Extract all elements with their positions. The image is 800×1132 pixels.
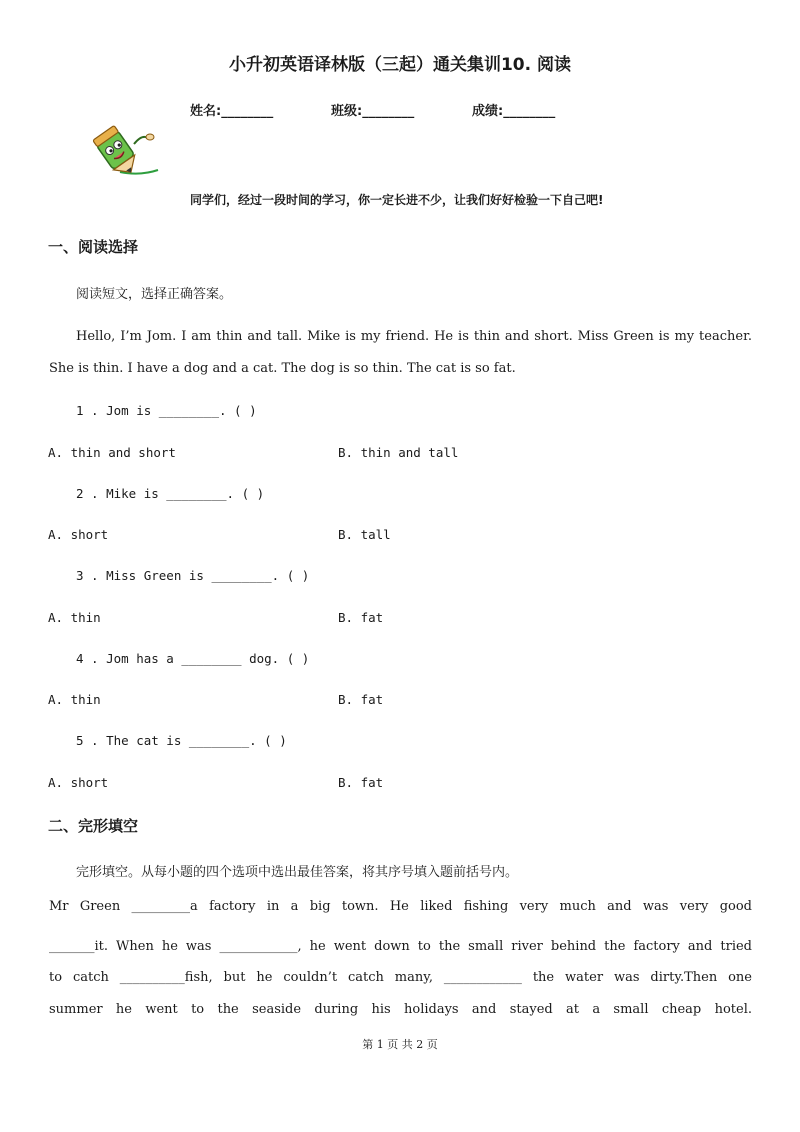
- question-1: 1 . Jom is ________. ( ): [76, 403, 257, 418]
- question-2-option-a[interactable]: A. short: [48, 527, 109, 542]
- question-2: 2 . Mike is ________. ( ): [76, 486, 265, 501]
- cloze-line-1: Mr Green _________a factory in a big town. He liked fishing very much and was very good: [49, 899, 752, 914]
- class-field-label: 班级:________: [331, 104, 415, 119]
- section-heading-cloze: 二、完形填空: [48, 817, 139, 835]
- question-1-option-a[interactable]: A. thin and short: [48, 445, 176, 460]
- section-heading-reading: 一、阅读选择: [48, 238, 139, 256]
- question-1-option-b[interactable]: B. thin and tall: [338, 445, 459, 460]
- question-4-option-a[interactable]: A. thin: [48, 692, 101, 707]
- question-2-option-b[interactable]: B. tall: [338, 527, 391, 542]
- cloze-line-2: _______it. When he was ____________, he went down to the small river behind the factory and tried: [49, 939, 752, 954]
- encouragement-text: 同学们，经过一段时间的学习，你一定长进不少，让我们好好检验一下自己吧!: [190, 193, 604, 207]
- pencil-mascot-icon: [90, 122, 164, 178]
- question-5-option-a[interactable]: A. short: [48, 775, 109, 790]
- reading-passage: Hello, I’m Jom. I am thin and tall. Mike is my friend. He is thin and short. Miss Green is my teacher. She is thin. I have a dog and a cat. The dog is so thin. The cat is so fat.: [49, 329, 752, 376]
- question-3-option-a[interactable]: A. thin: [48, 610, 101, 625]
- cloze-line-4: summer he went to the seaside during his holidays and stayed at a small cheap hotel.: [49, 1002, 752, 1017]
- question-4: 4 . Jom has a ________ dog. ( ): [76, 651, 310, 666]
- page-title: 小升初英语译林版（三起）通关集训10. 阅读: [228, 55, 572, 75]
- cloze-instruction: 完形填空。从每小题的四个选项中选出最佳答案，将其序号填入题前括号内。: [76, 865, 519, 880]
- question-4-option-b[interactable]: B. fat: [338, 692, 384, 707]
- question-5-option-b[interactable]: B. fat: [338, 775, 384, 790]
- name-field-label: 姓名:________: [190, 104, 274, 119]
- cloze-line-3: to catch __________fish, but he couldn’t catch many, ____________ the water was dirty.Then one: [49, 970, 752, 985]
- question-3-option-b[interactable]: B. fat: [338, 610, 384, 625]
- question-5: 5 . The cat is ________. ( ): [76, 733, 287, 748]
- page-footer: 第 1 页 共 2 页: [362, 1038, 438, 1051]
- score-field-label: 成绩:________: [472, 104, 556, 119]
- reading-instruction: 阅读短文，选择正确答案。: [76, 287, 233, 302]
- question-3: 3 . Miss Green is ________. ( ): [76, 568, 310, 583]
